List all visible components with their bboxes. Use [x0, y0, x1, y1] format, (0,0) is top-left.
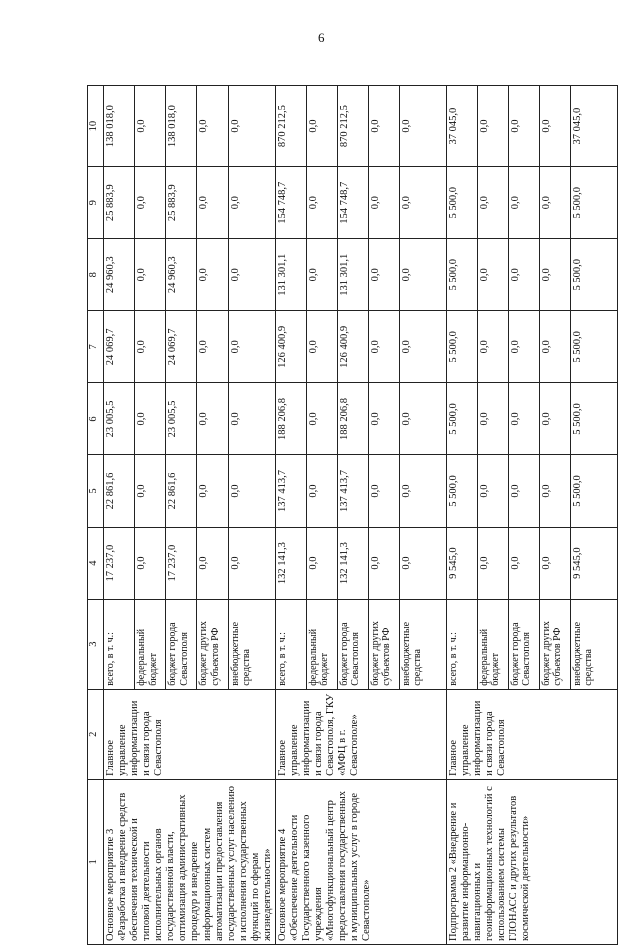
amount-cell: 0,0 [399, 167, 446, 239]
amount-cell: 138 018,0 [104, 86, 135, 167]
activity-name: Основное мероприятие 3 «Разработка и внедрение средств обеспечения технической и типовой деятельности исполнительных органов государственной власти, оптимизация административных процедур и внедрение информационных систем автоматизации предоставления государственных услуг населению и исполнения государственных функций по сферам жизнедеятельности» [104, 779, 276, 944]
table-row [275, 86, 306, 945]
column-number-7: 7 [88, 311, 104, 383]
amount-cell: 9 545,0 [446, 527, 477, 599]
amount-cell: 5 500,0 [570, 311, 617, 383]
amount-cell: 0,0 [306, 455, 337, 527]
funding-source: федеральный бюджет [135, 599, 166, 689]
amount-cell: 5 500,0 [446, 383, 477, 455]
amount-cell: 0,0 [135, 383, 166, 455]
amount-cell: 17 237,0 [166, 527, 197, 599]
funding-table [87, 85, 618, 945]
amount-cell: 0,0 [228, 239, 275, 311]
funding-source: бюджет других субъектов РФ [539, 599, 570, 689]
amount-cell: 0,0 [539, 455, 570, 527]
column-number-6: 6 [88, 383, 104, 455]
amount-cell: 5 500,0 [446, 455, 477, 527]
amount-cell: 0,0 [539, 311, 570, 383]
amount-cell: 0,0 [306, 383, 337, 455]
amount-cell: 22 861,6 [166, 455, 197, 527]
amount-cell: 0,0 [135, 239, 166, 311]
responsible-executor: Главное управление информатизации и связи города Севастополя, ГКУ «МФЦ в г. Севастополе» [275, 689, 446, 779]
amount-cell: 0,0 [539, 239, 570, 311]
amount-cell: 23 005,5 [166, 383, 197, 455]
amount-cell: 0,0 [228, 527, 275, 599]
amount-cell: 0,0 [477, 239, 508, 311]
amount-cell: 25 883,9 [104, 167, 135, 239]
amount-cell: 0,0 [135, 527, 166, 599]
amount-cell: 0,0 [477, 383, 508, 455]
amount-cell: 24 960,3 [166, 239, 197, 311]
amount-cell: 0,0 [539, 167, 570, 239]
amount-cell: 0,0 [508, 383, 539, 455]
amount-cell: 0,0 [228, 311, 275, 383]
amount-cell: 5 500,0 [446, 239, 477, 311]
amount-cell: 138 018,0 [166, 86, 197, 167]
amount-cell: 17 237,0 [104, 527, 135, 599]
funding-source: всего, в т. ч.: [104, 599, 135, 689]
table-row [446, 86, 477, 945]
amount-cell: 132 141,3 [275, 527, 306, 599]
amount-cell: 0,0 [228, 383, 275, 455]
funding-source: федеральный бюджет [306, 599, 337, 689]
table-row [104, 86, 135, 945]
rotated-table-container [87, 85, 595, 945]
funding-source: внебюджетные средства [228, 599, 275, 689]
amount-cell: 5 500,0 [446, 311, 477, 383]
amount-cell: 24 960,3 [104, 239, 135, 311]
amount-cell: 5 500,0 [570, 383, 617, 455]
amount-cell: 0,0 [508, 86, 539, 167]
amount-cell: 0,0 [228, 167, 275, 239]
funding-source: бюджет города Севастополя [508, 599, 539, 689]
amount-cell: 5 500,0 [570, 455, 617, 527]
column-number-row [88, 86, 104, 945]
column-number-8: 8 [88, 239, 104, 311]
column-number-1: 1 [88, 779, 104, 944]
responsible-executor: Главное управление информатизации и связи города Севастополя [446, 689, 617, 779]
amount-cell: 870 212,5 [337, 86, 368, 167]
amount-cell: 0,0 [539, 383, 570, 455]
amount-cell: 0,0 [197, 86, 228, 167]
amount-cell: 0,0 [368, 167, 399, 239]
table-body [88, 86, 618, 945]
amount-cell: 5 500,0 [570, 167, 617, 239]
funding-source: бюджет других субъектов РФ [368, 599, 399, 689]
amount-cell: 131 301,1 [337, 239, 368, 311]
amount-cell: 0,0 [368, 383, 399, 455]
amount-cell: 0,0 [399, 311, 446, 383]
amount-cell: 9 545,0 [570, 527, 617, 599]
amount-cell: 0,0 [508, 239, 539, 311]
amount-cell: 24 069,7 [104, 311, 135, 383]
amount-cell: 37 045,0 [446, 86, 477, 167]
amount-cell: 0,0 [135, 167, 166, 239]
amount-cell: 0,0 [477, 311, 508, 383]
amount-cell: 0,0 [306, 86, 337, 167]
amount-cell: 23 005,5 [104, 383, 135, 455]
amount-cell: 0,0 [399, 86, 446, 167]
amount-cell: 0,0 [368, 239, 399, 311]
amount-cell: 0,0 [368, 311, 399, 383]
amount-cell: 0,0 [508, 167, 539, 239]
amount-cell: 0,0 [197, 383, 228, 455]
column-number-5: 5 [88, 455, 104, 527]
amount-cell: 0,0 [228, 455, 275, 527]
amount-cell: 0,0 [306, 239, 337, 311]
activity-name: Подпрограмма 2 «Внедрение и развитие информационно-навигационных и геоинформационных технологий с использованием системы ГЛОНАСС и других результатов космической деятельности» [446, 779, 617, 944]
amount-cell: 0,0 [135, 311, 166, 383]
funding-source: федеральный бюджет [477, 599, 508, 689]
amount-cell: 137 413,7 [275, 455, 306, 527]
funding-source: всего, в т. ч.: [446, 599, 477, 689]
amount-cell: 0,0 [368, 455, 399, 527]
amount-cell: 0,0 [477, 527, 508, 599]
amount-cell: 0,0 [539, 86, 570, 167]
amount-cell: 137 413,7 [337, 455, 368, 527]
amount-cell: 0,0 [228, 86, 275, 167]
amount-cell: 0,0 [508, 311, 539, 383]
amount-cell: 0,0 [306, 527, 337, 599]
amount-cell: 0,0 [399, 527, 446, 599]
amount-cell: 126 400,9 [275, 311, 306, 383]
amount-cell: 131 301,1 [275, 239, 306, 311]
funding-source: всего, в т. ч.: [275, 599, 306, 689]
column-number-3: 3 [88, 599, 104, 689]
amount-cell: 132 141,3 [337, 527, 368, 599]
funding-source: внебюджетные средства [399, 599, 446, 689]
amount-cell: 0,0 [135, 455, 166, 527]
amount-cell: 5 500,0 [446, 167, 477, 239]
amount-cell: 0,0 [368, 86, 399, 167]
amount-cell: 126 400,9 [337, 311, 368, 383]
column-number-10: 10 [88, 86, 104, 167]
amount-cell: 0,0 [508, 455, 539, 527]
amount-cell: 154 748,7 [275, 167, 306, 239]
amount-cell: 0,0 [508, 527, 539, 599]
amount-cell: 0,0 [477, 455, 508, 527]
column-number-9: 9 [88, 167, 104, 239]
amount-cell: 24 069,7 [166, 311, 197, 383]
amount-cell: 0,0 [399, 455, 446, 527]
amount-cell: 0,0 [539, 527, 570, 599]
funding-source: бюджет города Севастополя [337, 599, 368, 689]
funding-source: внебюджетные средства [570, 599, 617, 689]
funding-source: бюджет города Севастополя [166, 599, 197, 689]
amount-cell: 0,0 [135, 86, 166, 167]
amount-cell: 0,0 [197, 311, 228, 383]
amount-cell: 0,0 [197, 527, 228, 599]
amount-cell: 0,0 [197, 167, 228, 239]
amount-cell: 154 748,7 [337, 167, 368, 239]
column-number-2: 2 [88, 689, 104, 779]
amount-cell: 0,0 [306, 311, 337, 383]
amount-cell: 37 045,0 [570, 86, 617, 167]
amount-cell: 0,0 [399, 239, 446, 311]
responsible-executor: Главное управление информатизации и связи города Севастополя [104, 689, 276, 779]
amount-cell: 0,0 [368, 527, 399, 599]
column-number-4: 4 [88, 527, 104, 599]
amount-cell: 0,0 [399, 383, 446, 455]
amount-cell: 5 500,0 [570, 239, 617, 311]
page-number: 6 [318, 30, 325, 45]
funding-source: бюджет других субъектов РФ [197, 599, 228, 689]
amount-cell: 188 206,8 [337, 383, 368, 455]
amount-cell: 0,0 [197, 455, 228, 527]
amount-cell: 0,0 [197, 239, 228, 311]
amount-cell: 188 206,8 [275, 383, 306, 455]
amount-cell: 0,0 [477, 86, 508, 167]
amount-cell: 870 212,5 [275, 86, 306, 167]
amount-cell: 22 861,6 [104, 455, 135, 527]
activity-name: Основное мероприятие 4 «Обеспечение деятельности Государственного казенного учреждения «Многофункциональный центр предоставления государственных и муниципальных услуг в городе Севастополе» [275, 779, 446, 944]
amount-cell: 0,0 [477, 167, 508, 239]
amount-cell: 25 883,9 [166, 167, 197, 239]
amount-cell: 0,0 [306, 167, 337, 239]
